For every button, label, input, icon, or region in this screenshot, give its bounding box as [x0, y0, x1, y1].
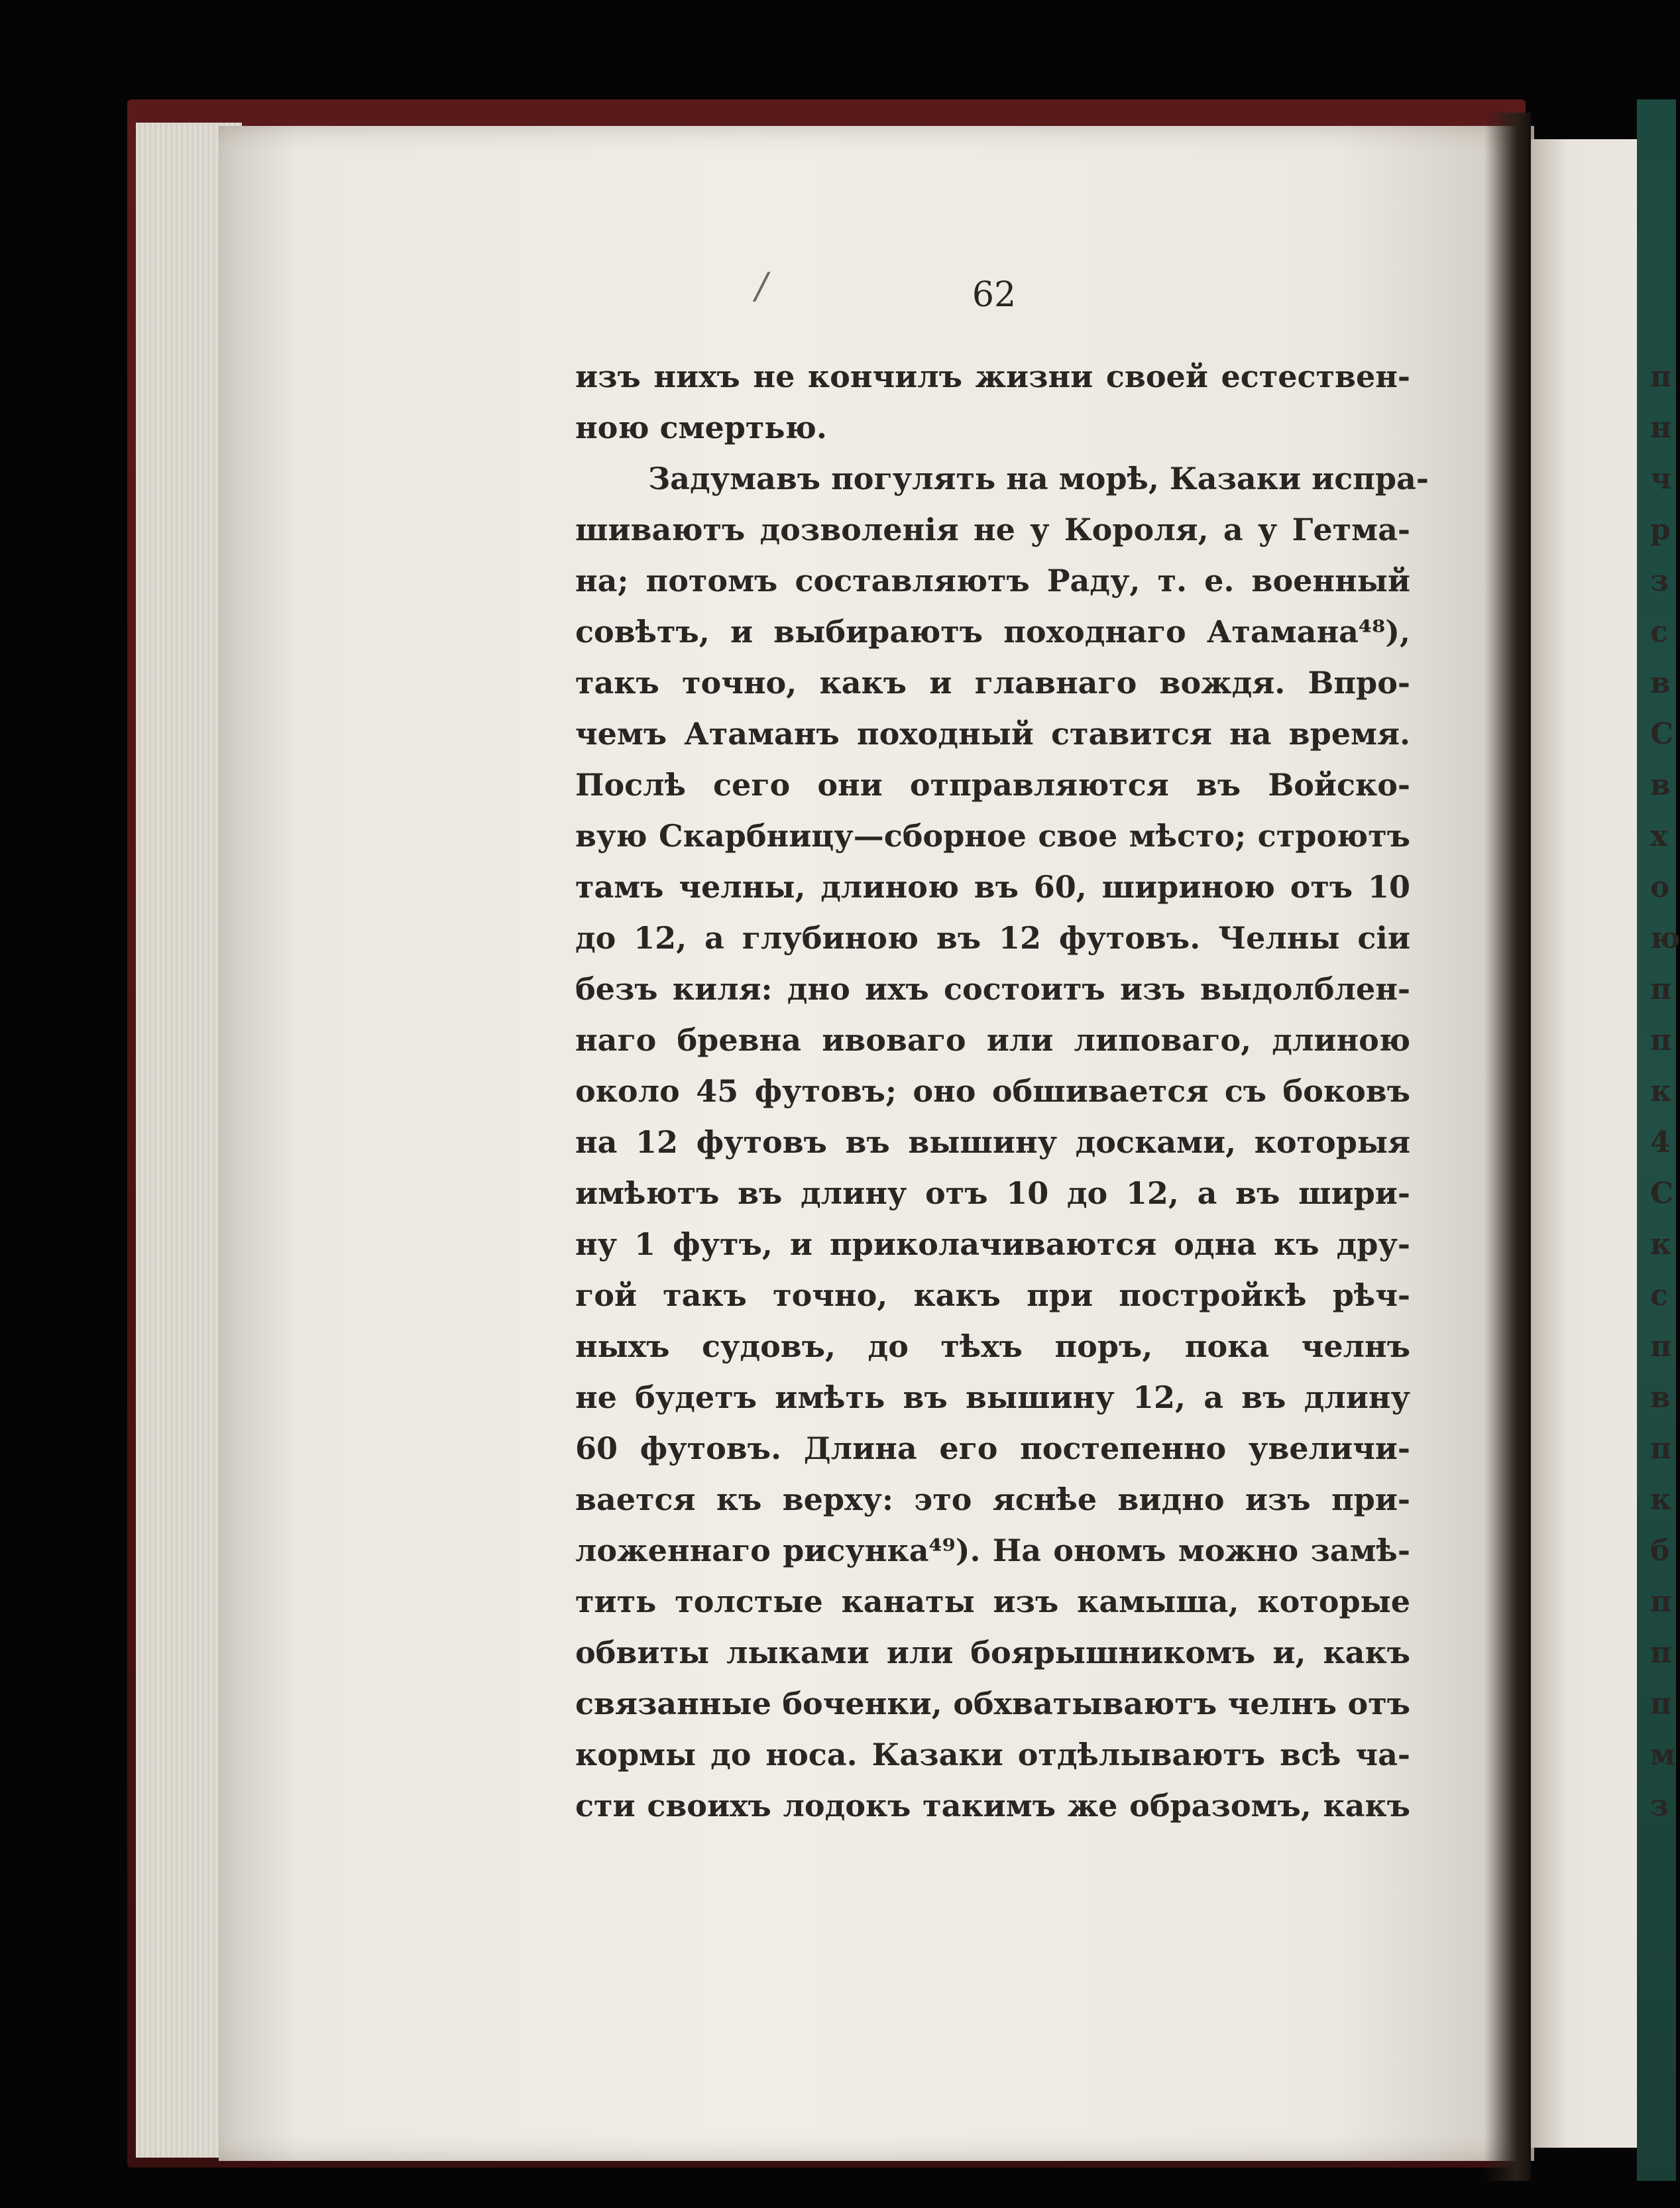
pencil-mark: / — [756, 265, 768, 307]
facing-page-letter: р — [1650, 513, 1671, 547]
facing-page-letter: в — [1650, 1381, 1671, 1415]
text-line: на 12 футовъ въ вышину досками, которыя — [575, 1124, 1410, 1160]
text-line: ложеннаго рисунка⁴⁹). На ономъ можно замѣ- — [575, 1533, 1410, 1568]
facing-page-letter: з — [1650, 1789, 1669, 1823]
text-line: сти своихъ лодокъ такимъ же образомъ, какъ — [575, 1788, 1410, 1824]
facing-page-letter: п — [1650, 1636, 1672, 1670]
facing-page-letter: в — [1650, 768, 1671, 802]
facing-page-letter: ч — [1650, 462, 1672, 496]
facing-page-letter: х — [1650, 819, 1668, 853]
text-line: наго бревна ивоваго или липоваго, длиною — [575, 1022, 1410, 1058]
facing-page-letter: в — [1650, 666, 1671, 700]
text-line: чемъ Атаманъ походный ставится на время. — [575, 716, 1410, 752]
text-line: ныхъ судовъ, до тѣхъ поръ, пока челнъ — [575, 1328, 1410, 1364]
text-line: около 45 футовъ; оно обшивается съ боковъ — [575, 1073, 1410, 1109]
text-line: вается къ верху: это яснѣе видно изъ при- — [575, 1482, 1410, 1517]
book-gutter — [1484, 113, 1531, 2181]
text-line: обвиты лыками или боярышникомъ и, какъ — [575, 1635, 1410, 1670]
text-line: ною смертью. — [575, 410, 827, 445]
text-line: такъ точно, какъ и главнаго вождя. Впро- — [575, 665, 1410, 701]
facing-page-letter: н — [1650, 411, 1672, 445]
text-line: ну 1 футъ, и приколачиваются одна къ дру- — [575, 1226, 1410, 1262]
facing-page-letter: б — [1650, 1534, 1670, 1568]
facing-page-letter: о — [1650, 870, 1670, 904]
text-line: не будетъ имѣть въ вышину 12, а въ длину — [575, 1379, 1410, 1415]
facing-page-text — [1650, 351, 1680, 1831]
facing-page-letter: ю — [1650, 921, 1680, 955]
text-line: тить толстые канаты изъ камыша, которые — [575, 1584, 1410, 1619]
text-line: гой такъ точно, какъ при постройкѣ рѣч- — [575, 1277, 1410, 1313]
text-line: связанные боченки, обхватываютъ челнъ отъ — [575, 1686, 1410, 1721]
facing-page-letter: п — [1650, 1687, 1672, 1721]
text-line: 60 футовъ. Длина его постепенно увеличи- — [575, 1430, 1410, 1466]
facing-page-letter: к — [1650, 1228, 1671, 1261]
text-line: тамъ челны, длиною въ 60, шириною отъ 10 — [575, 869, 1410, 905]
facing-page-letter: С — [1650, 717, 1674, 751]
text-line: изъ нихъ не кончилъ жизни своей естествен- — [575, 359, 1410, 394]
facing-page-letter: п — [1650, 360, 1672, 394]
facing-page-letter: с — [1650, 1279, 1668, 1312]
text-line: имѣютъ въ длину отъ 10 до 12, а въ шири- — [575, 1175, 1410, 1211]
facing-page-letter: к — [1650, 1075, 1671, 1108]
text-line: Задумавъ погулять на морѣ, Казаки испра- — [648, 461, 1429, 496]
text-line: вую Скарбницу—сборное свое мѣсто; строютъ — [575, 818, 1410, 854]
page-number: 62 — [972, 275, 1017, 315]
text-line: кормы до носа. Казаки отдѣлываютъ всѣ ча- — [575, 1737, 1410, 1772]
facing-page-letter: С — [1650, 1177, 1674, 1210]
facing-page-letter: п — [1650, 1585, 1672, 1619]
facing-page-letter: к — [1650, 1483, 1671, 1517]
facing-page-letter: п — [1650, 1023, 1672, 1057]
text-line: до 12, а глубиною въ 12 футовъ. Челны сіи — [575, 920, 1410, 956]
body-text — [575, 351, 1429, 1831]
facing-page-letter: м — [1650, 1738, 1676, 1772]
text-line: Послѣ сего они отправляются въ Войско- — [575, 767, 1410, 803]
facing-page-letter: п — [1650, 1330, 1672, 1364]
text-line: совѣтъ, и выбираютъ походнаго Атамана⁴⁸), — [575, 614, 1410, 650]
text-line: шиваютъ дозволенія не у Короля, а у Гетма- — [575, 512, 1410, 548]
facing-page-letter: с — [1650, 615, 1668, 649]
facing-page-letter: з — [1650, 564, 1669, 598]
facing-page-letter: п — [1650, 1432, 1672, 1466]
facing-page-letter: 4 — [1650, 1126, 1671, 1159]
facing-page-letter: п — [1650, 972, 1672, 1006]
text-line: безъ киля: дно ихъ состоитъ изъ выдолблен- — [575, 971, 1410, 1007]
text-line: на; потомъ составляютъ Раду, т. е. военный — [575, 563, 1410, 599]
